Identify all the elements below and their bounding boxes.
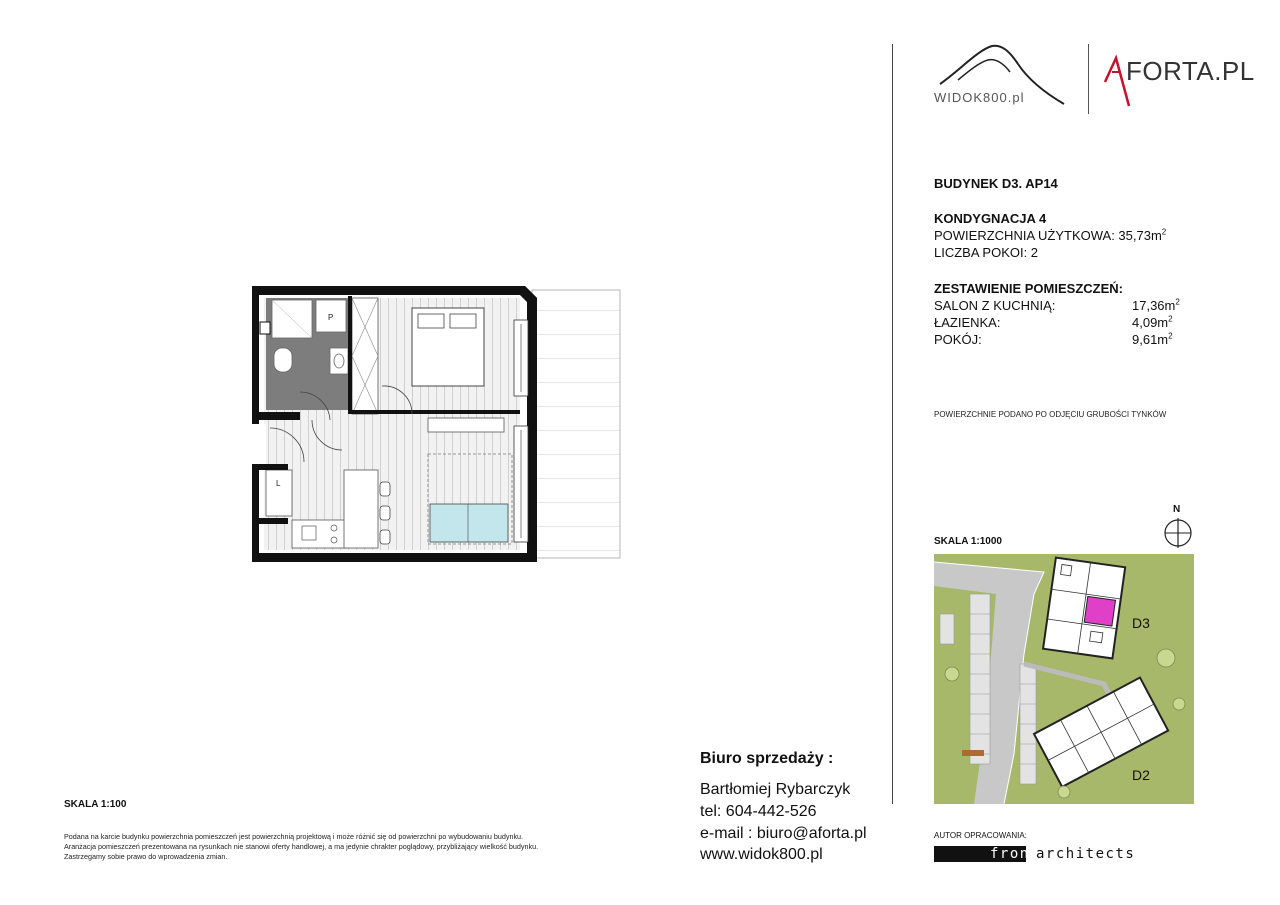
usable-area: POWIERZCHNIA UŻYTKOWA: $35,73m^2$ <box>934 227 1167 243</box>
aforta-wordmark: FORTA.PL <box>1126 56 1255 86</box>
building-d3-label: D3 <box>1132 615 1150 631</box>
apartment-floor-plan <box>252 286 624 562</box>
room-name: ŁAZIENKA: <box>934 315 1001 330</box>
widok800-logo <box>930 40 1070 112</box>
site-scale-label: SKALA 1:1000 <box>934 536 1002 547</box>
author-label: AUTOR OPRACOWANIA: <box>934 831 1027 840</box>
site-plan-map <box>934 554 1194 804</box>
disclaimer-line: Aranżacja pomieszczeń prezentowana na rysunkach nie stanowi oferty handlowej, a ma jedynie chrakter poglądowy, przybliżający wielkość budynku. <box>64 842 539 851</box>
floorplan-scale-label: SKALA 1:100 <box>64 799 127 810</box>
disclaimer-line: Zastrzegamy sobie prawo do wprowadzenia zmian. <box>64 852 228 861</box>
sales-phone: tel: 604-442-526 <box>700 803 817 820</box>
architects-wordmark: architects <box>1036 846 1136 862</box>
fixture-label-p: P <box>328 313 334 322</box>
logo-divider <box>1088 44 1089 114</box>
room-area: $17,36m^2$ <box>1132 297 1180 313</box>
sales-name: Bartłomiej Rybarczyk <box>700 781 851 798</box>
fixture-label-l: L <box>276 479 281 488</box>
widok800-wordmark: WIDOK800.pl <box>934 90 1025 105</box>
disclaimer-line: Podana na karcie budynku powierzchnia pomieszczeń jest powierzchnią projektową i może różnić się od powierzchni po wybudowaniu budynku. <box>64 832 524 841</box>
room-name: POKÓJ: <box>934 332 982 347</box>
north-arrow-icon: N <box>1160 504 1196 548</box>
sales-website[interactable]: www.widok800.pl <box>700 846 823 863</box>
aforta-logo <box>1102 52 1262 108</box>
front-architects-logo: front <box>934 846 1026 862</box>
room-area: $4,09m^2$ <box>1132 314 1173 330</box>
rooms-count: LICZBA POKOI: 2 <box>934 245 1039 260</box>
sales-heading: Biuro sprzedaży : <box>700 750 834 767</box>
floor-label: KONDYGNACJA 4 <box>934 211 1047 226</box>
building-d2-label: D2 <box>1132 767 1150 783</box>
sales-email[interactable]: e-mail : biuro@aforta.pl <box>700 825 867 842</box>
building-title: BUDYNEK D3. AP14 <box>934 176 1058 191</box>
plaster-note: POWIERZCHNIE PODANO PO ODJĘCIU GRUBOŚCI TYNKÓW <box>934 410 1167 419</box>
rooms-heading: ZESTAWIENIE POMIESZCZEŃ: <box>934 281 1123 296</box>
room-name: SALON Z KUCHNIĄ: <box>934 298 1056 313</box>
room-area: $9,61m^2$ <box>1132 331 1173 347</box>
page-divider <box>892 44 893 804</box>
